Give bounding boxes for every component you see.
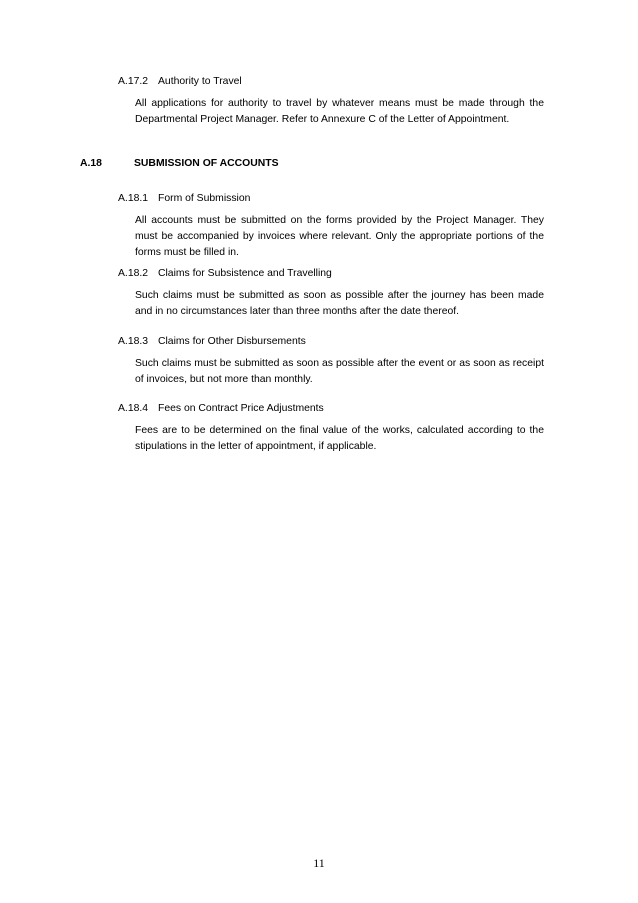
section-heading-a18	[80, 156, 279, 172]
subsection-heading-a17-2	[118, 74, 242, 90]
subsection-title: Claims for Other Disbursements	[158, 336, 306, 347]
paragraph-a18-1: All accounts must be submitted on the forms provided by the Project Manager. They must be accompanied by invoices where relevant. Only the appropriate portions of the forms must be filled in.	[135, 215, 544, 258]
paragraph-a18-2: Such claims must be submitted as soon as possible after the journey has been made and in no circumstances later than three months after the date thereof.	[135, 290, 544, 317]
subsection-number: A.18.1	[118, 193, 149, 204]
subsection-title: Form of Submission	[158, 193, 251, 204]
paragraph-a17-2: All applications for authority to travel by whatever means must be made through the Departmental Project Manager. Refer to Annexure C of the Letter of Appointment.	[135, 98, 544, 125]
section-number: A.18	[80, 158, 102, 169]
paragraph-a18-4: Fees are to be determined on the final value of the works, calculated according to the stipulations in the letter of appointment, if applicable.	[135, 425, 544, 452]
page-number: 11	[313, 856, 325, 870]
subsection-title: Authority to Travel	[158, 76, 242, 87]
section-title: SUBMISSION OF ACCOUNTS	[134, 158, 279, 169]
subsection-heading-a18-3	[118, 334, 306, 350]
subsection-number: A.17.2	[118, 76, 149, 87]
subsection-number: A.18.4	[118, 403, 149, 414]
subsection-number: A.18.2	[118, 268, 149, 279]
subsection-title: Fees on Contract Price Adjustments	[158, 403, 324, 414]
subsection-number: A.18.3	[118, 336, 149, 347]
subsection-heading-a18-2	[118, 266, 332, 282]
paragraph-a18-3: Such claims must be submitted as soon as possible after the event or as soon as receipt of invoices, but not more than monthly.	[135, 358, 544, 385]
subsection-title: Claims for Subsistence and Travelling	[158, 268, 332, 279]
subsection-heading-a18-4	[118, 401, 324, 417]
subsection-heading-a18-1	[118, 191, 250, 207]
